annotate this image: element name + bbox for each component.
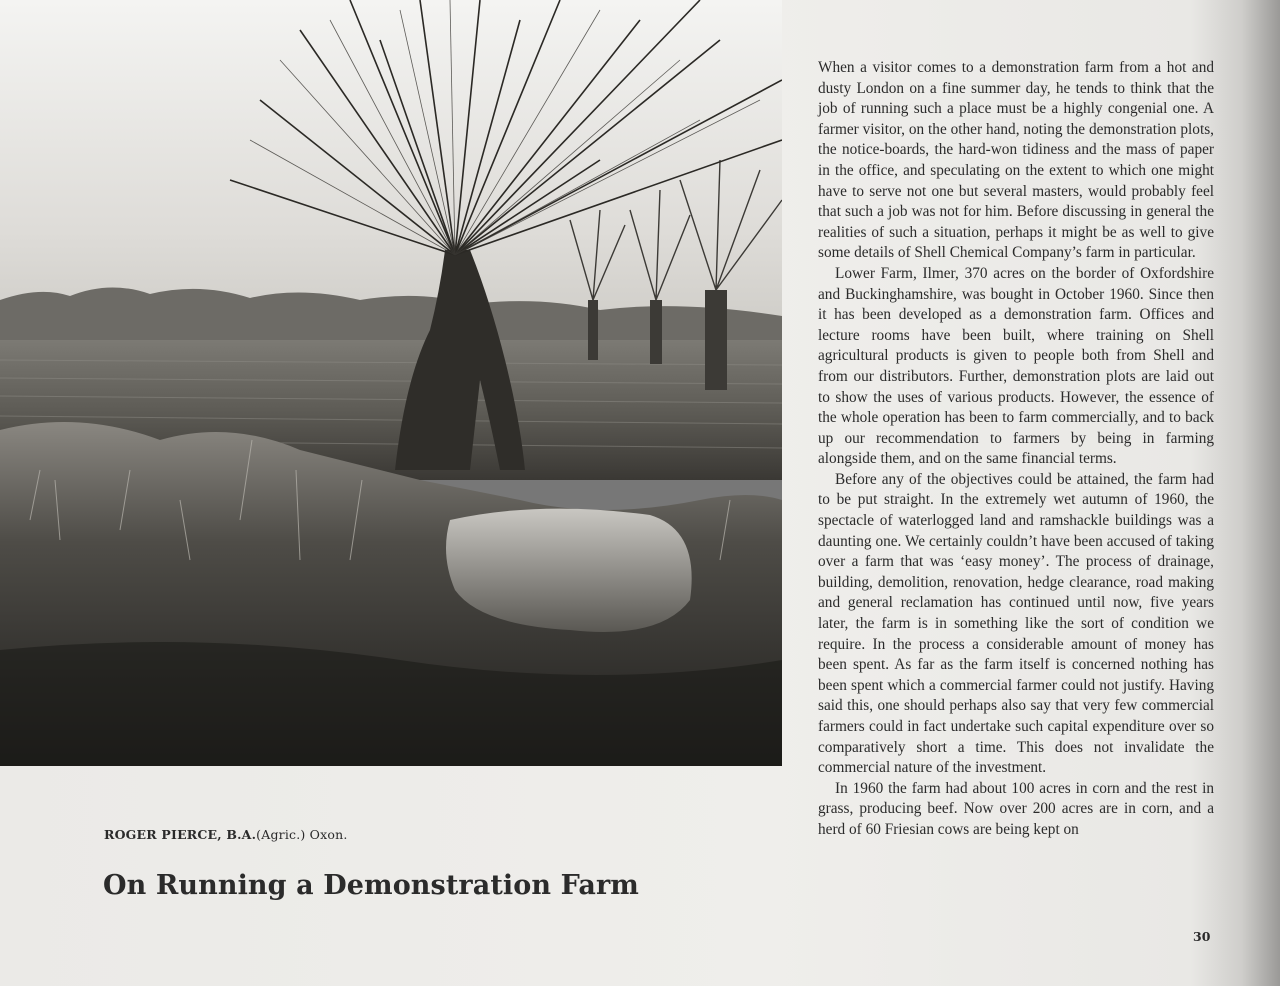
article-body [818,58,1214,841]
author-byline [104,827,348,842]
page-number: 30 [1193,929,1211,944]
willow-trees-photo [0,0,782,766]
article-title: On Running a Demonstration Farm [103,870,639,901]
author-degree: (Agric.) Oxon. [256,827,348,842]
paragraph-3: Before any of the objectives could be attained, the farm had to be put straight. In the extremely wet autumn of 1960, the spectacle of waterlogged land and ramshackle buildings was a daunting one. We certainly couldn’t have been accused of taking over a farm that was ‘easy money’. The process of drainage, building, demolition, renovation, hedge clearance, road making and general reclamation has continued until now, five years later, the farm is in something like the sort of condition we require. In the process a considerable amount of money has been spent. As far as the farm itself is concerned nothing has been spent which a commercial farmer could not justify. Having said this, one should perhaps also say that very few commercial farmers could in fact undertake such capital expenditure over so comparatively short a time. This does not invalidate the commercial nature of the investment. [818,470,1214,777]
author-name: ROGER PIERCE, B.A. [104,827,257,842]
paragraph-2: Lower Farm, Ilmer, 370 acres on the border of Oxfordshire and Buckinghamshire, was bought in October 1960. Since then it has been developed as a demonstration farm. Offices and lecture rooms have been built, where training on Shell agricultural products is given to people both from Shell and from our distributors. Further, demonstration plots are laid out to show the uses of various products. However, the essence of the whole operation has been to farm commercially, and to back up our recommendation to farmers by being in farming alongside them, and on the same financial terms. [818,264,1214,468]
paragraph-1: When a visitor comes to a demonstration farm from a hot and dusty London on a fine summer day, he tends to think that the job of running such a place must be a highly congenial one. A farmer visitor, on the other hand, noting the demonstration plots, the notice-boards, the hard-won tidiness and the mass of paper in the office, and speculating on the extent to which one might have to serve not one but several masters, would probably feel that such a job was not for him. Before discussing in general the realities of such a situation, perhaps it might be as well to give some details of Shell Chemical Company’s farm in particular. [818,59,1214,262]
paragraph-4: In 1960 the farm had about 100 acres in corn and the rest in grass, producing beef. Now over 200 acres are in corn, and a herd of 60 Friesian cows are being kept on [818,779,1214,838]
